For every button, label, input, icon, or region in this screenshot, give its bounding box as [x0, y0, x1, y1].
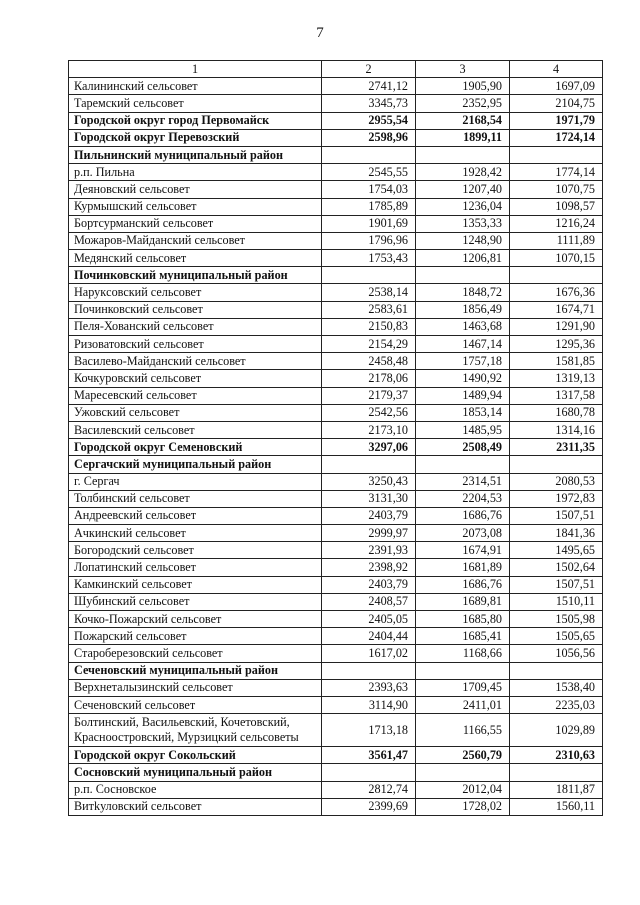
row-name-cell: Калининский сельсовет — [69, 78, 322, 95]
value-col3-cell: 1728,02 — [416, 798, 510, 815]
value-col4-cell: 2104,75 — [510, 95, 603, 112]
table-row — [69, 714, 603, 747]
table-row — [69, 95, 603, 112]
value-col4-cell: 1507,51 — [510, 507, 603, 524]
value-col3-cell: 1166,55 — [416, 714, 510, 747]
value-col3-cell: 1467,14 — [416, 336, 510, 353]
value-col3-cell: 1689,81 — [416, 593, 510, 610]
row-name-cell: Городской округ Перевозский — [69, 129, 322, 146]
table-row — [69, 232, 603, 249]
row-name-cell: Пеля-Хованский сельсовет — [69, 318, 322, 335]
value-col4-cell: 1697,09 — [510, 78, 603, 95]
value-col2-cell: 2999,97 — [322, 525, 416, 542]
table-row — [69, 576, 603, 593]
row-name-cell: Камкинский сельсовет — [69, 576, 322, 593]
value-col3-cell: 1686,76 — [416, 507, 510, 524]
value-col2-cell: 2538,14 — [322, 284, 416, 301]
table-row — [69, 507, 603, 524]
value-col2-cell: 2150,83 — [322, 318, 416, 335]
value-col2-cell — [322, 456, 416, 473]
value-col2-cell: 2955,54 — [322, 112, 416, 129]
value-col4-cell: 1676,36 — [510, 284, 603, 301]
value-col4-cell: 1314,16 — [510, 421, 603, 438]
row-name-cell: Городской округ Сокольский — [69, 747, 322, 764]
row-name-cell: Болтинский, Васильевский, Кочетовский, Красноостровский, Мурзицкий сельсоветы — [69, 714, 322, 747]
row-name-cell: Сеченовский сельсовет — [69, 696, 322, 713]
table-row — [69, 611, 603, 628]
value-col2-cell: 2405,05 — [322, 611, 416, 628]
value-col2-cell: 2399,69 — [322, 798, 416, 815]
data-table — [68, 60, 603, 816]
value-col2-cell: 2173,10 — [322, 421, 416, 438]
value-col2-cell: 1796,96 — [322, 232, 416, 249]
row-name-cell: Сеченовский муниципальный район — [69, 662, 322, 679]
value-col4-cell: 2235,03 — [510, 696, 603, 713]
row-name-cell: Пильнинский муниципальный район — [69, 146, 322, 163]
value-col3-cell: 1848,72 — [416, 284, 510, 301]
row-name-cell: Богородский сельсовет — [69, 542, 322, 559]
value-col4-cell: 1841,36 — [510, 525, 603, 542]
row-name-cell: Толбинский сельсовет — [69, 490, 322, 507]
value-col2-cell: 3297,06 — [322, 439, 416, 456]
table-row — [69, 198, 603, 215]
value-col4-cell: 1538,40 — [510, 679, 603, 696]
value-col4-cell: 1674,71 — [510, 301, 603, 318]
value-col3-cell: 1353,33 — [416, 215, 510, 232]
value-col2-cell: 3250,43 — [322, 473, 416, 490]
value-col3-cell: 1674,91 — [416, 542, 510, 559]
value-col3-cell: 2204,53 — [416, 490, 510, 507]
value-col4-cell: 1295,36 — [510, 336, 603, 353]
value-col4-cell: 1070,75 — [510, 181, 603, 198]
table-row — [69, 301, 603, 318]
row-name-cell: Починковский сельсовет — [69, 301, 322, 318]
value-col3-cell — [416, 267, 510, 284]
value-col3-cell: 1236,04 — [416, 198, 510, 215]
value-col4-cell: 1510,11 — [510, 593, 603, 610]
table-row — [69, 696, 603, 713]
section-row — [69, 129, 603, 146]
value-col4-cell: 1560,11 — [510, 798, 603, 815]
value-col2-cell: 2398,92 — [322, 559, 416, 576]
row-name-cell: Таремский сельсовет — [69, 95, 322, 112]
value-col4-cell: 1774,14 — [510, 164, 603, 181]
value-col3-cell: 2560,79 — [416, 747, 510, 764]
value-col2-cell: 2178,06 — [322, 370, 416, 387]
section-row — [69, 764, 603, 781]
column-header-1: 1 — [69, 61, 322, 78]
row-name-cell: Пожарский сельсовет — [69, 628, 322, 645]
value-col3-cell: 1685,80 — [416, 611, 510, 628]
row-name-cell: Маресевский сельсовет — [69, 387, 322, 404]
value-col2-cell: 2391,93 — [322, 542, 416, 559]
value-col4-cell — [510, 662, 603, 679]
value-col2-cell: 3131,30 — [322, 490, 416, 507]
table-row — [69, 679, 603, 696]
table-header-row — [69, 61, 603, 78]
table-row — [69, 421, 603, 438]
value-col2-cell: 2393,63 — [322, 679, 416, 696]
value-col2-cell: 3561,47 — [322, 747, 416, 764]
value-col4-cell: 1971,79 — [510, 112, 603, 129]
value-col4-cell: 2311,35 — [510, 439, 603, 456]
table-row — [69, 490, 603, 507]
row-name-cell: р.п. Сосновское — [69, 781, 322, 798]
value-col4-cell: 1507,51 — [510, 576, 603, 593]
value-col3-cell: 1928,42 — [416, 164, 510, 181]
value-col2-cell: 1785,89 — [322, 198, 416, 215]
value-col3-cell: 1899,11 — [416, 129, 510, 146]
value-col3-cell: 1485,95 — [416, 421, 510, 438]
value-col3-cell: 1757,18 — [416, 353, 510, 370]
value-col2-cell: 2154,29 — [322, 336, 416, 353]
row-name-cell: Сергачский муниципальный район — [69, 456, 322, 473]
value-col4-cell: 1505,65 — [510, 628, 603, 645]
row-name-cell: р.п. Пильна — [69, 164, 322, 181]
row-name-cell: Курмышский сельсовет — [69, 198, 322, 215]
value-col2-cell: 1617,02 — [322, 645, 416, 662]
table-row — [69, 318, 603, 335]
value-col3-cell — [416, 456, 510, 473]
table-row — [69, 798, 603, 815]
value-col2-cell: 1753,43 — [322, 250, 416, 267]
value-col3-cell: 1463,68 — [416, 318, 510, 335]
value-col3-cell — [416, 662, 510, 679]
value-col3-cell: 1681,89 — [416, 559, 510, 576]
row-name-cell: Ризоватовский сельсовет — [69, 336, 322, 353]
value-col2-cell: 1754,03 — [322, 181, 416, 198]
value-col2-cell — [322, 662, 416, 679]
value-col4-cell: 2310,63 — [510, 747, 603, 764]
row-name-cell: Витkуловский сельсовет — [69, 798, 322, 815]
value-col3-cell: 2508,49 — [416, 439, 510, 456]
value-col2-cell: 2545,55 — [322, 164, 416, 181]
value-col4-cell: 1029,89 — [510, 714, 603, 747]
value-col3-cell: 1685,41 — [416, 628, 510, 645]
value-col3-cell: 1853,14 — [416, 404, 510, 421]
value-col3-cell: 1686,76 — [416, 576, 510, 593]
row-name-cell: Кочко-Пожарский сельсовет — [69, 611, 322, 628]
value-col2-cell: 2403,79 — [322, 576, 416, 593]
value-col2-cell: 3345,73 — [322, 95, 416, 112]
value-col4-cell: 1972,83 — [510, 490, 603, 507]
table-row — [69, 370, 603, 387]
value-col2-cell: 1713,18 — [322, 714, 416, 747]
row-name-cell: г. Сергач — [69, 473, 322, 490]
section-row — [69, 747, 603, 764]
value-col4-cell — [510, 267, 603, 284]
value-col2-cell: 1901,69 — [322, 215, 416, 232]
row-name-cell: Кочкуровский сельсовет — [69, 370, 322, 387]
row-name-cell: Лопатинский сельсовет — [69, 559, 322, 576]
value-col3-cell: 2073,08 — [416, 525, 510, 542]
row-name-cell: Можаров-Майданский сельсовет — [69, 232, 322, 249]
table-row — [69, 593, 603, 610]
value-col2-cell: 2583,61 — [322, 301, 416, 318]
value-col4-cell: 1581,85 — [510, 353, 603, 370]
row-name-cell: Ачкинский сельсовет — [69, 525, 322, 542]
table-row — [69, 164, 603, 181]
value-col4-cell: 1502,64 — [510, 559, 603, 576]
value-col3-cell: 2168,54 — [416, 112, 510, 129]
value-col2-cell: 2458,48 — [322, 353, 416, 370]
table-row — [69, 353, 603, 370]
section-row — [69, 112, 603, 129]
value-col3-cell: 1490,92 — [416, 370, 510, 387]
value-col2-cell: 2812,74 — [322, 781, 416, 798]
value-col4-cell: 1291,90 — [510, 318, 603, 335]
value-col4-cell: 1811,87 — [510, 781, 603, 798]
row-name-cell: Василевский сельсовет — [69, 421, 322, 438]
value-col4-cell — [510, 146, 603, 163]
section-row — [69, 456, 603, 473]
row-name-cell: Городской округ город Первомайск — [69, 112, 322, 129]
table-row — [69, 559, 603, 576]
value-col3-cell: 1168,66 — [416, 645, 510, 662]
row-name-cell: Шубинский сельсовет — [69, 593, 322, 610]
value-col3-cell: 1905,90 — [416, 78, 510, 95]
table-row — [69, 250, 603, 267]
row-name-cell: Василево-Майданский сельсовет — [69, 353, 322, 370]
value-col2-cell — [322, 267, 416, 284]
value-col4-cell: 1216,24 — [510, 215, 603, 232]
section-row — [69, 146, 603, 163]
row-name-cell: Городской округ Семеновский — [69, 439, 322, 456]
value-col3-cell: 1856,49 — [416, 301, 510, 318]
table-body — [69, 78, 603, 816]
value-col2-cell: 2741,12 — [322, 78, 416, 95]
row-name-cell: Починковский муниципальный район — [69, 267, 322, 284]
value-col3-cell: 1206,81 — [416, 250, 510, 267]
value-col3-cell: 1248,90 — [416, 232, 510, 249]
value-col4-cell — [510, 456, 603, 473]
value-col2-cell: 2404,44 — [322, 628, 416, 645]
value-col4-cell: 1495,65 — [510, 542, 603, 559]
row-name-cell: Нарукcовский сельсовет — [69, 284, 322, 301]
value-col4-cell: 1680,78 — [510, 404, 603, 421]
row-name-cell: Верхнеталызинский сельсовет — [69, 679, 322, 696]
column-header-4: 4 — [510, 61, 603, 78]
value-col3-cell: 1207,40 — [416, 181, 510, 198]
section-row — [69, 267, 603, 284]
section-row — [69, 662, 603, 679]
table-row — [69, 404, 603, 421]
row-name-cell: Сосновский муниципальный район — [69, 764, 322, 781]
value-col2-cell: 2179,37 — [322, 387, 416, 404]
value-col3-cell: 2012,04 — [416, 781, 510, 798]
value-col3-cell — [416, 146, 510, 163]
value-col4-cell: 1319,13 — [510, 370, 603, 387]
value-col3-cell: 1489,94 — [416, 387, 510, 404]
table-row — [69, 336, 603, 353]
value-col4-cell: 2080,53 — [510, 473, 603, 490]
section-row — [69, 439, 603, 456]
table-row — [69, 215, 603, 232]
table-row — [69, 628, 603, 645]
value-col3-cell — [416, 764, 510, 781]
row-name-cell: Ужовский сельсовет — [69, 404, 322, 421]
value-col2-cell: 2408,57 — [322, 593, 416, 610]
value-col4-cell: 1724,14 — [510, 129, 603, 146]
table-row — [69, 525, 603, 542]
value-col4-cell: 1070,15 — [510, 250, 603, 267]
value-col3-cell: 2352,95 — [416, 95, 510, 112]
table-row — [69, 781, 603, 798]
column-header-2: 2 — [322, 61, 416, 78]
value-col4-cell: 1505,98 — [510, 611, 603, 628]
table-row — [69, 78, 603, 95]
value-col2-cell — [322, 764, 416, 781]
value-col2-cell: 3114,90 — [322, 696, 416, 713]
page-number: 7 — [316, 25, 324, 41]
value-col2-cell: 2403,79 — [322, 507, 416, 524]
table-row — [69, 473, 603, 490]
row-name-cell: Андреевский сельсовет — [69, 507, 322, 524]
table-row — [69, 284, 603, 301]
value-col3-cell: 1709,45 — [416, 679, 510, 696]
value-col2-cell — [322, 146, 416, 163]
value-col4-cell: 1056,56 — [510, 645, 603, 662]
value-col2-cell: 2598,96 — [322, 129, 416, 146]
value-col4-cell — [510, 764, 603, 781]
row-name-cell: Медянский сельсовет — [69, 250, 322, 267]
table-row — [69, 387, 603, 404]
row-name-cell: Деяновский сельсовет — [69, 181, 322, 198]
value-col3-cell: 2411,01 — [416, 696, 510, 713]
table-row — [69, 645, 603, 662]
table-row — [69, 542, 603, 559]
value-col3-cell: 2314,51 — [416, 473, 510, 490]
value-col4-cell: 1317,58 — [510, 387, 603, 404]
value-col4-cell: 1111,89 — [510, 232, 603, 249]
row-name-cell: Бортсурманский сельсовет — [69, 215, 322, 232]
row-name-cell: Староберезовский сельсовет — [69, 645, 322, 662]
value-col4-cell: 1098,57 — [510, 198, 603, 215]
table-row — [69, 181, 603, 198]
value-col2-cell: 2542,56 — [322, 404, 416, 421]
column-header-3: 3 — [416, 61, 510, 78]
